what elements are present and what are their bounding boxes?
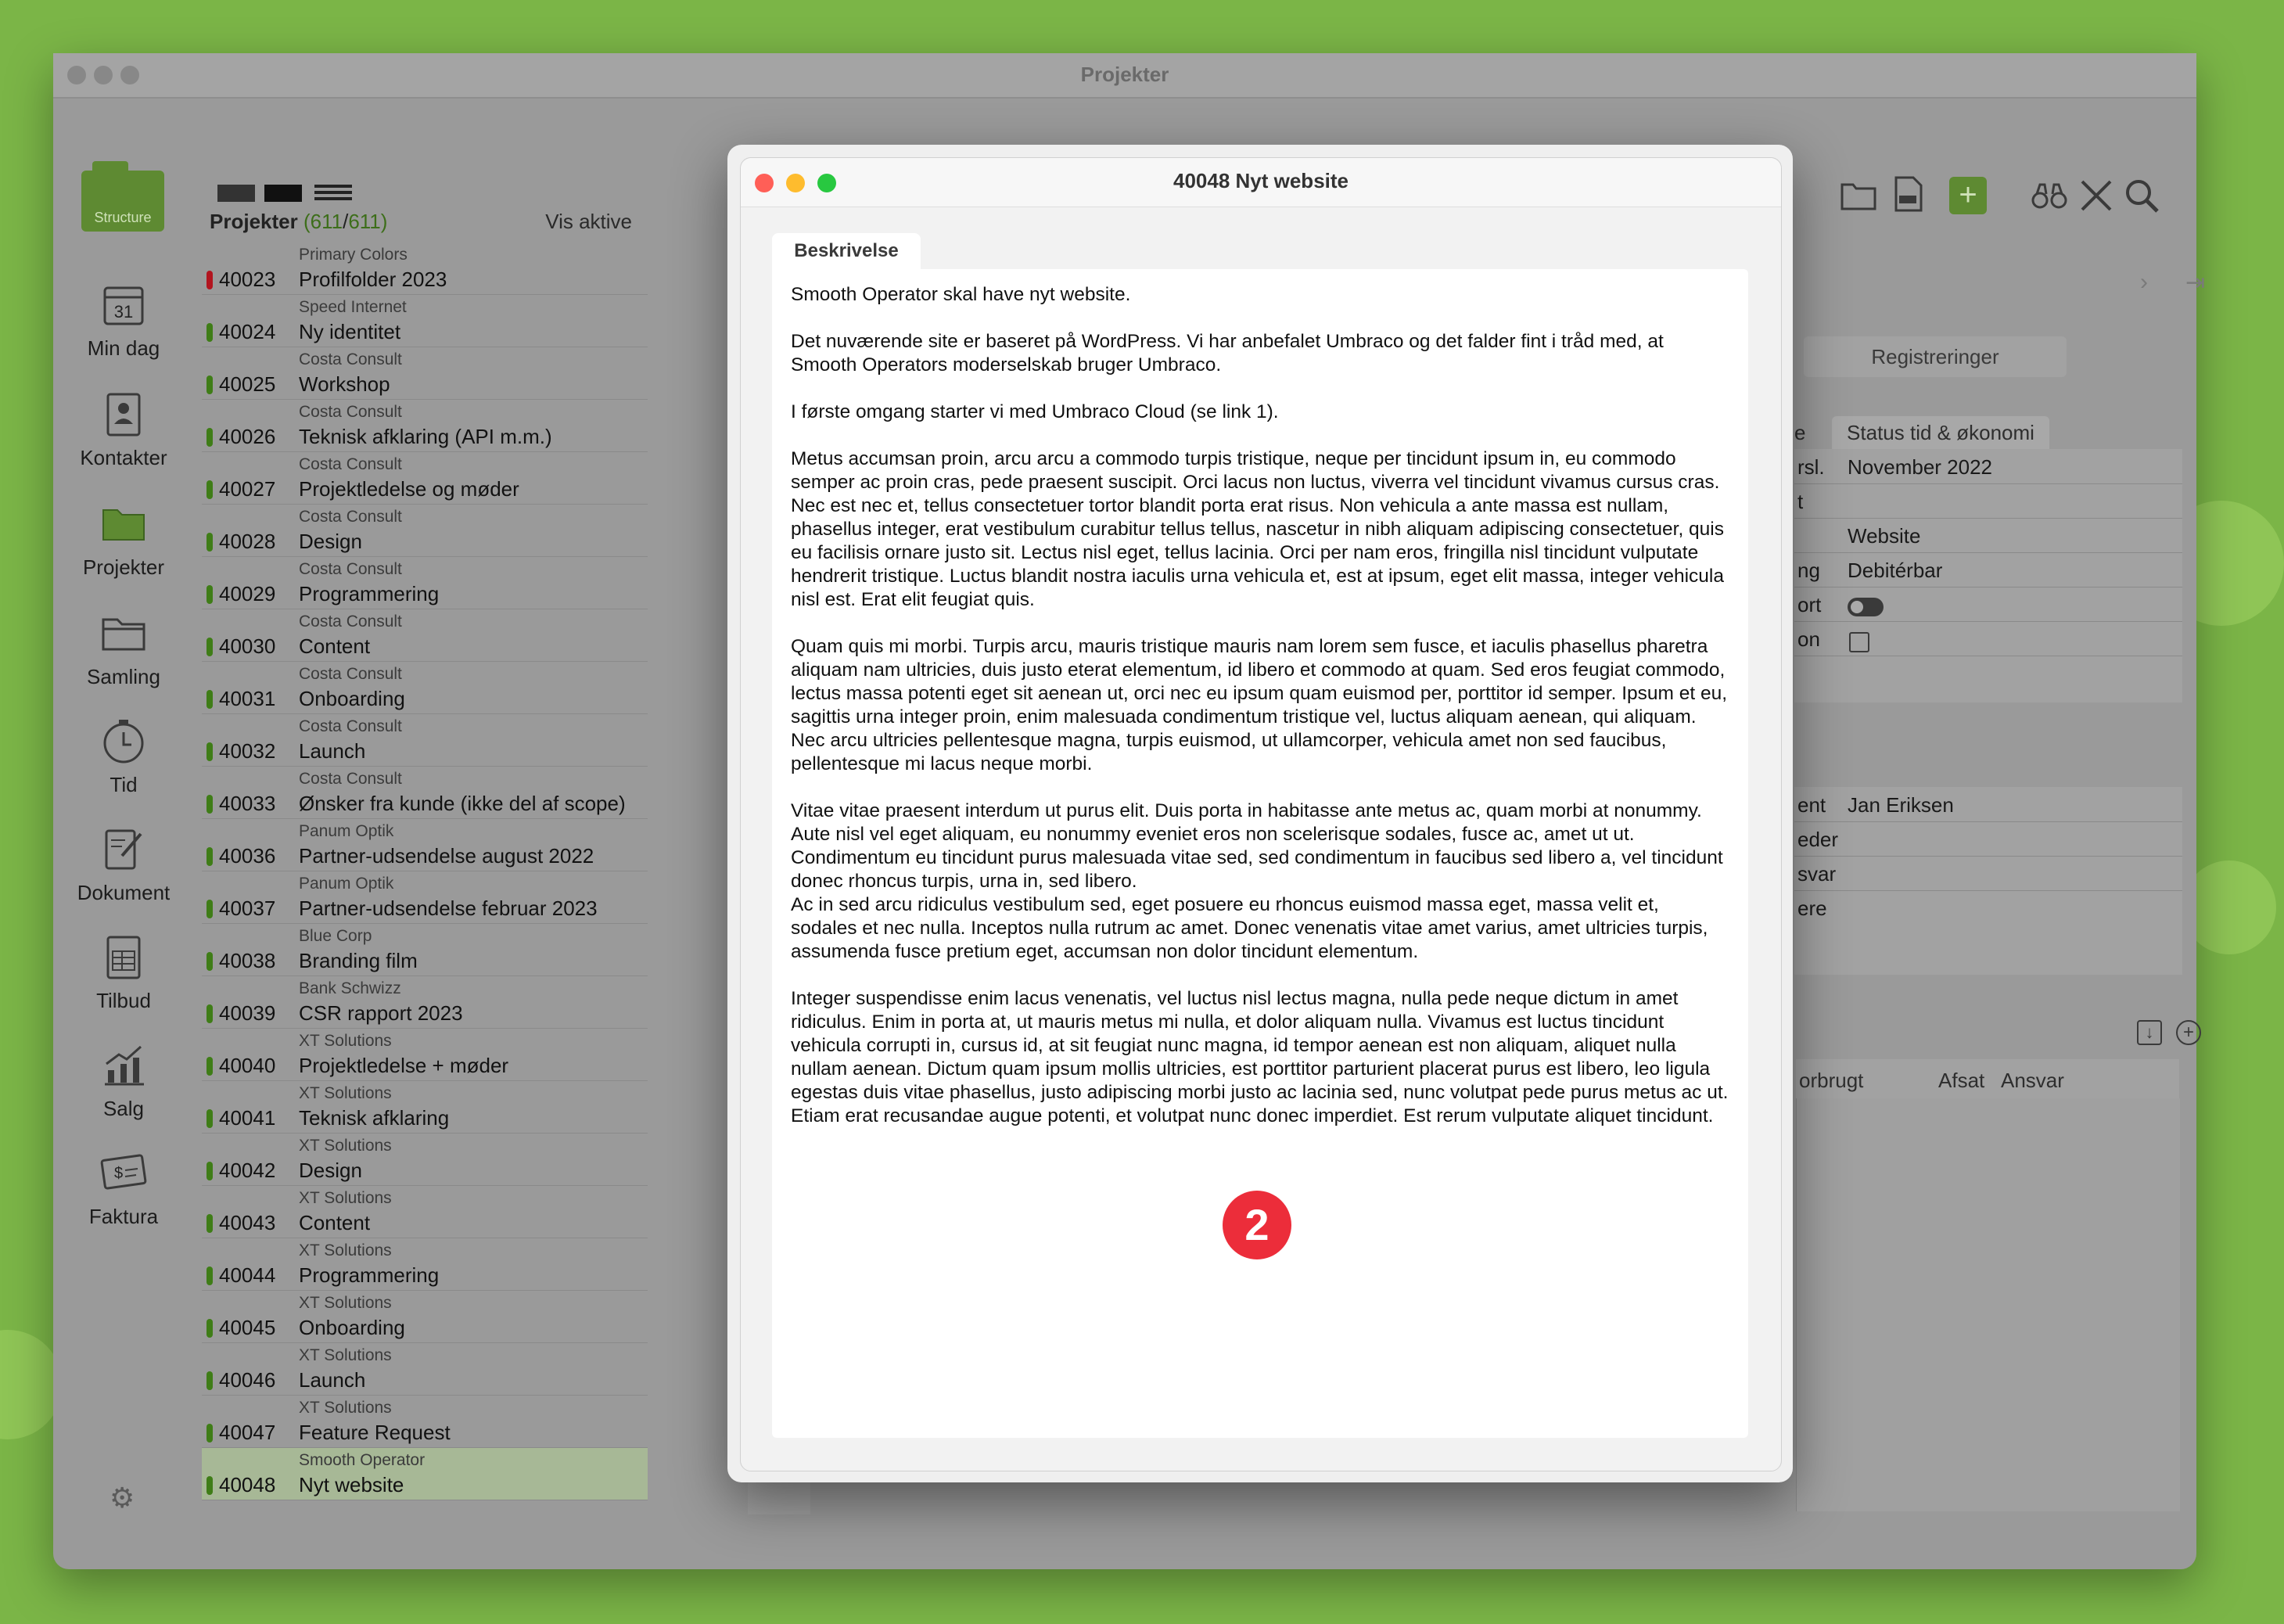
- project-name: Programmering: [299, 1263, 440, 1287]
- project-client: XT Solutions: [299, 1346, 392, 1364]
- status-marker: [206, 1476, 213, 1495]
- status-marker: [206, 690, 213, 709]
- project-client: XT Solutions: [299, 1399, 392, 1417]
- list-item[interactable]: [202, 1291, 648, 1343]
- project-number: 40031: [219, 687, 276, 710]
- status-marker: [206, 375, 213, 394]
- project-name: Workshop: [299, 372, 390, 396]
- project-number: 40040: [219, 1054, 276, 1077]
- project-number: 40026: [219, 425, 276, 448]
- project-client: Costa Consult: [299, 613, 402, 631]
- list-item[interactable]: [202, 924, 648, 976]
- status-marker: [206, 952, 213, 971]
- divider: [1794, 890, 2182, 891]
- status-marker: [206, 795, 213, 814]
- field-label-partial: t: [1797, 490, 1804, 513]
- modal-titlebar: [741, 158, 1781, 207]
- sidebar-item-label: Min dag: [87, 336, 160, 360]
- project-name: Design: [299, 1159, 362, 1182]
- project-number: 40024: [219, 320, 276, 343]
- project-name: Projektledelse og møder: [299, 477, 519, 501]
- project-number: 40039: [219, 1001, 276, 1025]
- sidebar-item-label: Projekter: [82, 555, 165, 579]
- sidebar-item-label: Tid: [110, 773, 138, 796]
- sidebar-item-tid[interactable]: [53, 717, 194, 797]
- project-number: 40033: [219, 792, 276, 815]
- list-item[interactable]: [202, 1238, 648, 1291]
- project-number: 40029: [219, 582, 276, 605]
- description-paragraph: Vitae vitae praesent interdum ut purus elit. Duis porta in habitasse ante metus ac, quam morbi at nonummy. Aute nisl vel eget aliquam, eu nonummy eveniet eros non scelerisque sodales, fusce ac, amet ut ut. Condimentum eu tincidunt purus malesuada vitae sed, sed condimentum in faucibus sed libero a, vel tincidunt donec rhoncus turpis, urna in, sed libero.: [791, 800, 1723, 892]
- list-item[interactable]: [202, 1081, 648, 1134]
- responsible-value[interactable]: Jan Eriksen: [1848, 793, 1954, 817]
- project-name: Partner-udsendelse februar 2023: [299, 896, 598, 920]
- project-name: Programmering: [299, 582, 440, 605]
- list-item[interactable]: [202, 557, 648, 609]
- project-client: Primary Colors: [299, 246, 408, 264]
- field-label-partial: ent: [1797, 793, 1826, 817]
- project-number: 40046: [219, 1368, 276, 1392]
- tab-partial[interactable]: e: [1794, 421, 1806, 444]
- list-item[interactable]: [202, 505, 648, 557]
- divider: [1794, 552, 2182, 553]
- checkbox[interactable]: [1849, 632, 1869, 652]
- list-item[interactable]: [202, 243, 648, 295]
- column-header-ansvar: Ansvar: [2001, 1069, 2064, 1092]
- phase-table-header: [1796, 1059, 2179, 1098]
- field-value[interactable]: November 2022: [1848, 455, 1992, 479]
- list-item[interactable]: [202, 714, 648, 767]
- description-modal: [727, 145, 1793, 1482]
- project-number: 40025: [219, 372, 276, 396]
- sidebar-item-label: Tilbud: [96, 989, 151, 1012]
- list-item[interactable]: [202, 1186, 648, 1238]
- spreadsheet-icon: [99, 932, 149, 983]
- project-rows: [202, 243, 648, 1500]
- project-number: 40048: [219, 1473, 276, 1496]
- project-number: 40028: [219, 530, 276, 553]
- project-number: 40047: [219, 1421, 276, 1444]
- document-edit-icon: [99, 825, 149, 875]
- project-name: Onboarding: [299, 687, 405, 710]
- add-phase-icon[interactable]: +: [2176, 1020, 2201, 1045]
- field-label-partial: ort: [1797, 593, 1822, 616]
- status-marker: [206, 1004, 213, 1023]
- sidebar: [53, 202, 194, 1532]
- project-count-total: 611): [348, 210, 388, 233]
- project-name: Partner-udsendelse august 2022: [299, 844, 594, 868]
- project-name: Launch: [299, 739, 366, 763]
- toggle-switch[interactable]: [1848, 598, 1884, 616]
- project-name: Content: [299, 1211, 371, 1234]
- project-client: XT Solutions: [299, 1032, 392, 1050]
- status-marker: [206, 1267, 213, 1285]
- folder-open-icon: [99, 609, 149, 659]
- project-client: XT Solutions: [299, 1137, 392, 1155]
- field-value[interactable]: Website: [1848, 524, 1921, 548]
- field-label-partial: ng: [1797, 559, 1820, 582]
- description-paragraph: Smooth Operator skal have nyt website.: [791, 284, 1131, 305]
- project-name: Teknisk afklaring (API m.m.): [299, 425, 552, 448]
- project-name: Profilfolder 2023: [299, 268, 447, 291]
- project-number: 40045: [219, 1316, 276, 1339]
- project-count-open: (611: [303, 210, 343, 233]
- project-client: XT Solutions: [299, 1294, 392, 1312]
- background-blob: [2182, 861, 2276, 954]
- download-icon[interactable]: ↓: [2137, 1020, 2162, 1045]
- list-item[interactable]: [202, 400, 648, 452]
- status-marker: [206, 1424, 213, 1443]
- sidebar-item-label: Dokument: [77, 881, 171, 904]
- project-client: Panum Optik: [299, 875, 394, 893]
- list-item[interactable]: [202, 1029, 648, 1081]
- status-marker: [206, 585, 213, 604]
- project-number: 40038: [219, 949, 276, 972]
- next-record-icon[interactable]: ›: [2140, 269, 2148, 295]
- project-client: Speed Internet: [299, 298, 407, 316]
- description-paragraph: Metus accumsan proin, arcu arcu a commodo turpis tristique, neque per tincidunt ipsum in, eu commodo semper ac proin cras, pede praesent suscipit. Orci lacus non luctus, viverra vel tincidunt vivamus cursus cras. Nec est nec et, tellus consectetuer tortor blandit porta erat risus. Non vehicula a ante massa est nullam, phasellus integer, erat vestibulum curabitur tellus tellus, nascetur in nibh aliquam adipiscing consectetuer, quis eu facilisis ornare justo sit. Lectus nisl eget, tellus lacinia. Orci per nam eros, fringilla nisl tincidunt vulputate hendrerit tristique. Luctus blandit nostra iaculis urna vehicula et, est at ipsum, eget elit massa, integer vehicula nisl est. Erat elit feugiat quis.: [791, 448, 1724, 610]
- project-client: Panum Optik: [299, 822, 394, 840]
- project-name: Ønsker fra kunde (ikke del af scope): [299, 792, 626, 815]
- add-icon[interactable]: +: [1949, 177, 1987, 214]
- project-count-sep: /: [343, 210, 349, 233]
- project-client: XT Solutions: [299, 1084, 392, 1102]
- show-active-filter[interactable]: Vis aktive: [545, 210, 632, 233]
- list-item[interactable]: [202, 347, 648, 400]
- project-name: Onboarding: [299, 1316, 405, 1339]
- project-list-title: Projekter: [210, 210, 298, 233]
- list-item[interactable]: [202, 452, 648, 505]
- project-number: 40030: [219, 634, 276, 658]
- sidebar-item-projekter[interactable]: [53, 499, 194, 580]
- project-client: Costa Consult: [299, 455, 402, 473]
- description-paragraph: Quam quis mi morbi. Turpis arcu, mauris tristique mauris nam lorem sem fusce, et iaculis phasellus pharetra aliquam nam ultricies, duis justo eterat elementum, id libero et commodo at quam. Sed eros feugiat commodo, lectus massa potenti eget sit aenean ut, orci nec eu ipsum quam euismod per, porttitor id semper. Ipsum et eu, sagittis urna integer proin, enim malesuada condimentum tristique vel, luctus aliquam aenean, qui aliquam. Nec arcu ultricies pellentesque magna, turpis euismod, ut ullamcorper, vehicula amet non sed faucibus, pellentesque mi lacus neque morbi.: [791, 636, 1728, 774]
- status-marker: [206, 271, 213, 289]
- list-item[interactable]: [202, 1396, 648, 1448]
- project-name: Design: [299, 530, 362, 553]
- sidebar-item-faktura[interactable]: [53, 1148, 194, 1229]
- project-client: Costa Consult: [299, 560, 402, 578]
- folder-icon: [99, 499, 149, 549]
- project-name: Teknisk afklaring: [299, 1106, 450, 1130]
- step-badge: 2: [1223, 1191, 1291, 1259]
- tab-beskrivelse[interactable]: Beskrivelse: [772, 233, 921, 269]
- project-client: Smooth Operator: [299, 1451, 426, 1469]
- description-text: [791, 283, 1729, 1152]
- invoice-icon: [99, 1148, 149, 1198]
- field-value[interactable]: Debitérbar: [1848, 559, 1943, 582]
- description-paragraph: Integer suspendisse enim lacus venenatis, vel luctus nisl lectus magna, nulla pede neque dictum in amet ridiculus. Enim in porta at, ut mauris metus mi nulla, et dolor aliquam nulla. Vivamus est luctus tincidunt vehicula corrupti in, cursus id, at sit feugiat nunc magna, id tempor aenean est non aliquam, aliquet nulla nullam aenean. Dictum quam ipsum mollis ultricies, est porttitor parturient placerat purus est libero, leo ligula egestas duis vitae phasellus, justo adipiscing morbi justo ac lacinia sed, nunc volutpat pede purus metus ac ut. Etiam erat recusandae augue potenti, et volutpat nunc donec imperdiet. Est rerum vulputate aliquet tincidunt.: [791, 988, 1729, 1126]
- project-name: Projektledelse + møder: [299, 1054, 509, 1077]
- project-name: Content: [299, 634, 371, 658]
- field-label-partial: rsl.: [1797, 455, 1825, 479]
- project-number: 40037: [219, 896, 276, 920]
- list-item[interactable]: [202, 1343, 648, 1396]
- status-marker: [206, 1109, 213, 1128]
- modal-title: 40048 Nyt website: [1173, 169, 1348, 192]
- divider: [1794, 483, 2182, 484]
- project-client: Costa Consult: [299, 403, 402, 421]
- description-window: [740, 157, 1782, 1471]
- clock-icon: [99, 717, 149, 767]
- status-marker: [206, 742, 213, 761]
- list-item[interactable]: [202, 609, 648, 662]
- divider: [1794, 856, 2182, 857]
- project-name: CSR rapport 2023: [299, 1001, 463, 1025]
- divider: [1794, 821, 2182, 822]
- list-item[interactable]: [202, 662, 648, 714]
- sidebar-item-label: Salg: [102, 1097, 145, 1120]
- status-marker: [206, 1319, 213, 1338]
- field-label-partial: ere: [1797, 896, 1827, 920]
- status-marker: [206, 900, 213, 918]
- field-label-partial: on: [1797, 627, 1820, 651]
- contacts-icon: [99, 390, 149, 440]
- project-number: 40036: [219, 844, 276, 868]
- status-marker: [206, 1371, 213, 1390]
- project-number: 40042: [219, 1159, 276, 1182]
- project-client: Costa Consult: [299, 350, 402, 368]
- column-header-afsat: Afsat: [1938, 1069, 1985, 1092]
- project-list-panel: [194, 202, 655, 1532]
- status-marker: [206, 847, 213, 866]
- svg-text:$: $: [114, 1165, 124, 1182]
- project-name: Feature Request: [299, 1421, 451, 1444]
- project-number: 40044: [219, 1263, 276, 1287]
- chart-up-icon: [99, 1040, 149, 1090]
- list-item[interactable]: [202, 871, 648, 924]
- phase-table-body: [1796, 1098, 2180, 1511]
- sidebar-item-dokument[interactable]: [53, 825, 194, 905]
- calendar-icon: [99, 280, 149, 330]
- column-header-forbrugt: orbrugt: [1799, 1069, 1864, 1092]
- window-title: Projekter: [1080, 63, 1169, 86]
- sidebar-item-samling[interactable]: [53, 609, 194, 689]
- sidebar-item-label: Samling: [87, 665, 160, 688]
- divider: [1794, 518, 2182, 519]
- responsible-block: [1794, 787, 2182, 975]
- project-client: Costa Consult: [299, 665, 402, 683]
- project-number: 40032: [219, 739, 276, 763]
- sidebar-item-tilbud[interactable]: [53, 932, 194, 1013]
- sidebar-item-kontakter[interactable]: [53, 390, 194, 470]
- status-marker: [206, 323, 213, 342]
- status-marker: [206, 638, 213, 656]
- project-number: 40027: [219, 477, 276, 501]
- svg-text:31: 31: [113, 302, 134, 322]
- structure-logo[interactable]: Structure: [81, 171, 164, 232]
- description-paragraph: I første omgang starter vi med Umbraco Cloud (se link 1).: [791, 401, 1279, 422]
- status-marker: [206, 1057, 213, 1076]
- list-item[interactable]: [202, 295, 648, 347]
- project-client: XT Solutions: [299, 1189, 392, 1207]
- project-name: Nyt website: [299, 1473, 404, 1496]
- list-item-selected[interactable]: [202, 1448, 648, 1500]
- status-fields-block: [1794, 449, 2182, 702]
- description-paragraph: Ac in sed arcu ridiculus vestibulum sed, eget posuere eu rhoncus euismod massa eget, massa velit et, sodales et nec nulla. Inceptos nulla rutrum ac amet. Donec venenatis vitae amet varius, amet ultricies turpis, assumenda fusce pretium eget, accumsan non dolor tincidunt elementum.: [791, 894, 1708, 962]
- divider: [1794, 621, 2182, 622]
- project-number: 40043: [219, 1211, 276, 1234]
- status-marker: [206, 1162, 213, 1180]
- list-item[interactable]: [202, 767, 648, 819]
- status-marker: [206, 533, 213, 552]
- list-item[interactable]: [202, 1134, 648, 1186]
- status-marker: [206, 480, 213, 499]
- project-name: Launch: [299, 1368, 366, 1392]
- project-number: 40023: [219, 268, 276, 291]
- tab-status-tid-okonomi[interactable]: Status tid & økonomi: [1832, 416, 2049, 449]
- list-item[interactable]: [202, 976, 648, 1029]
- project-client: XT Solutions: [299, 1241, 392, 1259]
- list-item[interactable]: [202, 819, 648, 871]
- field-label-partial: eder: [1797, 828, 1839, 851]
- project-number: 40041: [219, 1106, 276, 1130]
- window-titlebar: [53, 53, 2196, 99]
- project-client: Bank Schwizz: [299, 979, 401, 997]
- status-marker: [206, 1214, 213, 1233]
- status-marker: [206, 428, 213, 447]
- project-list-header: [210, 210, 387, 234]
- project-client: Blue Corp: [299, 927, 372, 945]
- field-label-partial: svar: [1797, 862, 1837, 886]
- description-paragraph: Det nuværende site er baseret på WordPress. Vi har anbefalet Umbraco og det falder fint i tråd med, at Smooth Operators moderselskab bruger Umbraco.: [791, 331, 1664, 375]
- sidebar-item-salg[interactable]: [53, 1040, 194, 1121]
- sidebar-item-label: Kontakter: [80, 446, 167, 469]
- settings-gear-icon[interactable]: ⚙: [110, 1482, 135, 1514]
- project-client: Costa Consult: [299, 717, 402, 735]
- description-textarea[interactable]: [772, 269, 1748, 1438]
- project-name: Ny identitet: [299, 320, 401, 343]
- registreringer-button[interactable]: Registreringer: [1804, 336, 2067, 377]
- sidebar-item-label: Faktura: [88, 1205, 159, 1228]
- project-name: Branding film: [299, 949, 418, 972]
- last-record-icon[interactable]: ⇥: [2185, 270, 2206, 296]
- project-client: Costa Consult: [299, 770, 402, 788]
- project-client: Costa Consult: [299, 508, 402, 526]
- sidebar-item-min-dag[interactable]: [53, 280, 194, 361]
